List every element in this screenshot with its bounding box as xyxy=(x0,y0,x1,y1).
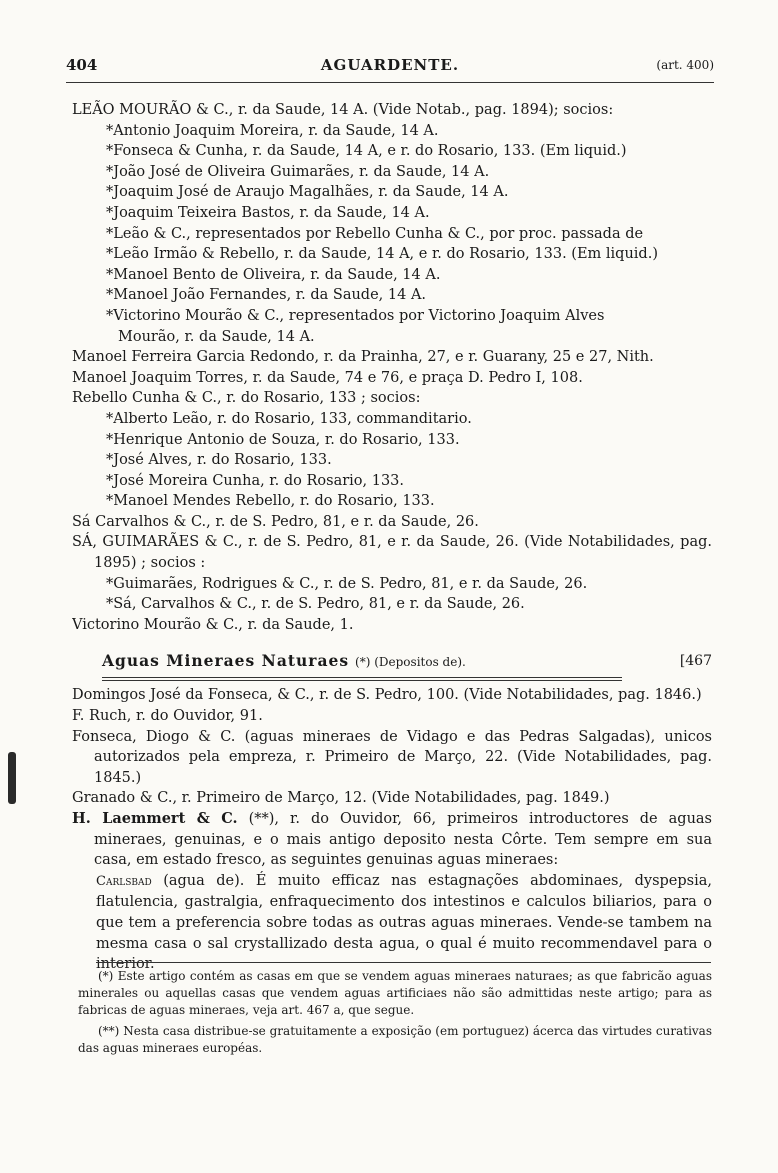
list-item: *Manoel Bento de Oliveira, r. da Saude, 14 A. xyxy=(106,266,441,283)
entry-sa-carvalhos: Sá Carvalhos & C., r. de S. Pedro, 81, e r. da Saude, 26. xyxy=(72,513,479,530)
list-item: *Sá, Carvalhos & C., r. de S. Pedro, 81, e r. da Saude, 26. xyxy=(106,596,525,613)
entry-carlsbad xyxy=(72,871,712,975)
carlsbad-name: Carlsbad xyxy=(96,873,152,889)
list-item: *Leão & C., representados por Rebello Cunha & C., por proc. passada de xyxy=(106,225,644,242)
entry-laemmert xyxy=(72,809,712,871)
list-item: *Manoel Mendes Rebello, r. do Rosario, 133. xyxy=(106,493,435,510)
list-item: *Leão Irmão & Rebello, r. da Saude, 14 A, e r. do Rosario, 133. (Em liquid.) xyxy=(106,246,658,263)
laemmert-name: H. Laemmert & C. xyxy=(72,810,238,827)
body-text xyxy=(72,100,712,975)
list-item: *José Moreira Cunha, r. do Rosario, 133. xyxy=(106,472,405,489)
list-item: *Joaquim Teixeira Bastos, r. da Saude, 14 A. xyxy=(106,204,430,221)
entry-fonseca-diogo: Fonseca, Diogo & C. (aguas mineraes de Vidago e das Pedras Salgadas), unicos autorizados pela empreza, r. Primeiro de Março, 22. (Vide Notabilidades, pag. 1845.) xyxy=(72,728,712,786)
page-title: AGUARDENTE. xyxy=(320,56,460,74)
entry-ruch: F. Ruch, r. do Ouvidor, 91. xyxy=(72,708,263,725)
entry-rebello-cunha: Rebello Cunha & C., r. do Rosario, 133 ; socios: xyxy=(72,390,421,407)
list-item: *Henrique Antonio de Souza, r. do Rosario, 133. xyxy=(106,431,460,448)
article-ref: (art. 400) xyxy=(656,58,714,72)
list-item: *Manoel João Fernandes, r. da Saude, 14 A. xyxy=(106,287,427,304)
section-title-wrap xyxy=(102,651,466,673)
list-item: *Alberto Leão, r. do Rosario, 133, commanditario. xyxy=(106,410,472,427)
section-rule xyxy=(102,677,622,678)
list-item: *José Alves, r. do Rosario, 133. xyxy=(106,452,332,469)
footnote: (**) Nesta casa distribue-se gratuitamente a exposição (em portuguez) ácerca das virtudes curativas das aguas mineraes européas. xyxy=(78,1024,712,1055)
entry-sa-guimaraes: SÁ, GUIMARÃES & C., r. de S. Pedro, 81, e r. da Saude, 26. (Vide Notabilidades, pag. 1895) ; socios : xyxy=(72,534,712,572)
list-item-continued: Mourão, r. da Saude, 14 A. xyxy=(118,328,315,345)
entry-domingos-fonseca: Domingos José da Fonseca, & C., r. de S. Pedro, 100. (Vide Notabilidades, pag. 1846.) xyxy=(72,687,702,704)
list-item: *Guimarães, Rodrigues & C., r. de S. Pedro, 81, e r. da Saude, 26. xyxy=(106,575,588,592)
list-item: *Fonseca & Cunha, r. da Saude, 14 A, e r. do Rosario, 133. (Em liquid.) xyxy=(106,143,627,160)
section-rule xyxy=(102,680,622,681)
footnote-rule xyxy=(96,962,711,963)
page-number: 404 xyxy=(66,56,98,74)
entry-leao-mourao: LEÃO MOURÃO & C., r. da Saude, 14 A. (Vide Notab., pag. 1894); socios: xyxy=(72,102,614,118)
section-note: (*) (Depositos de). xyxy=(355,655,466,670)
entry-victorino-mourao: Victorino Mourão & C., r. da Saude, 1. xyxy=(72,616,354,633)
list-item: *João José de Oliveira Guimarães, r. da Saude, 14 A. xyxy=(106,163,490,180)
entry-granado: Granado & C., r. Primeiro de Março, 12. (Vide Notabilidades, pag. 1849.) xyxy=(72,790,610,807)
section-heading xyxy=(72,651,712,675)
header-rule xyxy=(66,82,714,83)
footnotes xyxy=(78,968,712,1061)
section-number: [467 xyxy=(679,653,712,670)
list-item: *Victorino Mourão & C., representados por Victorino Joaquim Alves xyxy=(106,307,605,324)
margin-ink-mark xyxy=(8,752,16,804)
section-title: Aguas Mineraes Naturaes xyxy=(102,651,350,671)
list-item: *Antonio Joaquim Moreira, r. da Saude, 14 A. xyxy=(106,122,439,139)
footnote: (*) Este artigo contém as casas em que se vendem aguas mineraes naturaes; as que fabricão aguas minerales ou aquellas casas que vendem aguas artificiaes não são admittidas neste artigo; para as fabricas de aguas mineraes, veja art. 467 a, que segue. xyxy=(78,969,712,1017)
laemmert-text: (**), r. do Ouvidor, 66, primeiros introductores de aguas mineraes, genuinas, e o mais antigo deposito nesta Côrte. Tem sempre em sua casa, em estado fresco, as seguintes genuinas aguas mineraes: xyxy=(94,811,712,869)
running-header xyxy=(66,56,714,80)
carlsbad-text: (agua de). É muito efficaz nas estagnações abdominaes, dyspepsia, flatulencia, gastralgia, enfraquecimento dos intestinos e calculos biliarios, para o que tem a preferencia sobre todas as outras aguas mineraes. Vende-se tambem na mesma casa o sal crystallizado desta agua, o qual é muito recommendavel para o interior. xyxy=(96,872,712,973)
list-item: *Joaquim José de Araujo Magalhães, r. da Saude, 14 A. xyxy=(106,184,509,201)
entry-torres: Manoel Joaquim Torres, r. da Saude, 74 e 76, e praça D. Pedro I, 108. xyxy=(72,369,583,386)
entry-garcia-redondo: Manoel Ferreira Garcia Redondo, r. da Prainha, 27, e r. Guarany, 25 e 27, Nith. xyxy=(72,349,654,366)
